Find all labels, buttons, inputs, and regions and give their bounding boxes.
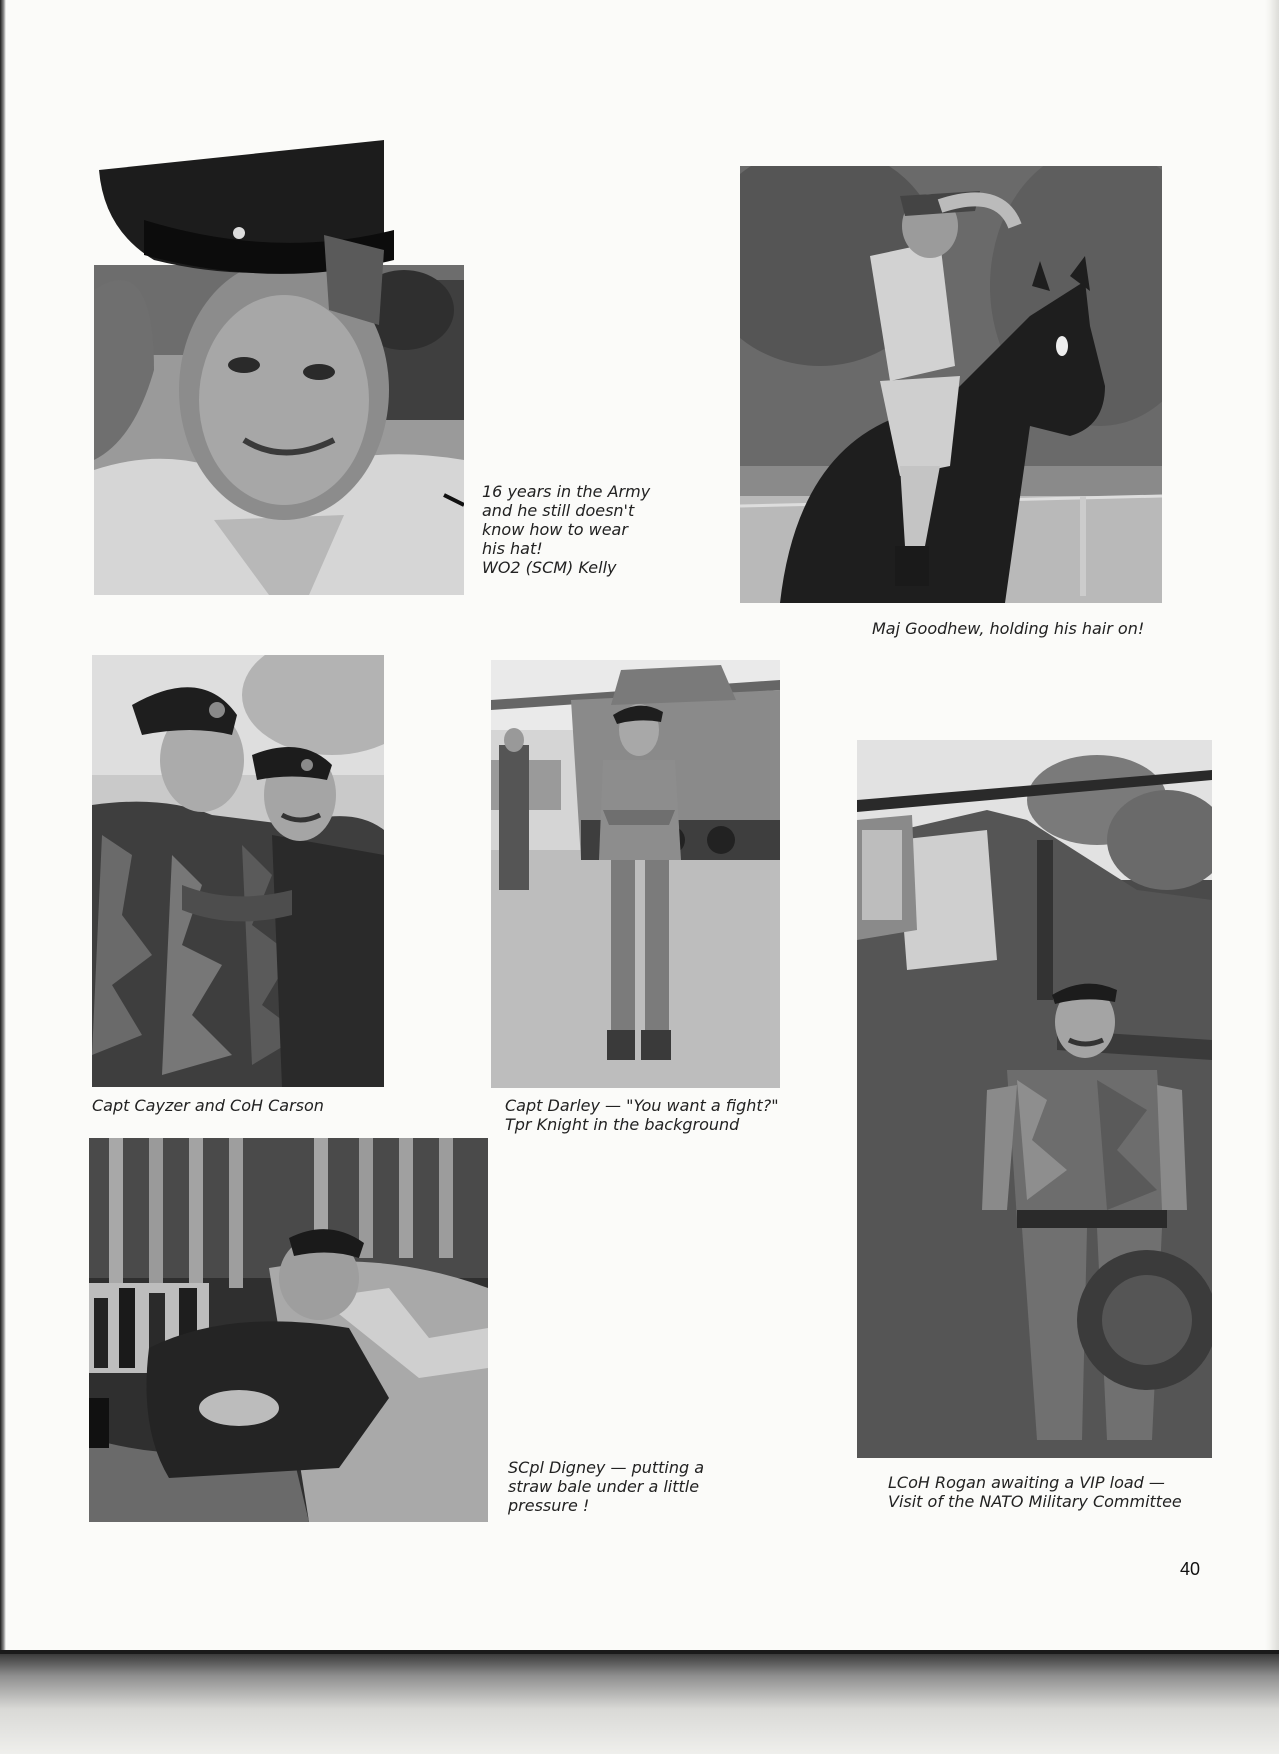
caption-line: know how to wear	[482, 520, 628, 539]
caption-line: WO2 (SCM) Kelly	[482, 558, 617, 577]
scan-bottom-shadow	[0, 1654, 1279, 1754]
caption-line: Maj Goodhew, holding his hair on!	[872, 619, 1145, 638]
caption-line: and he still doesn't	[482, 501, 635, 520]
caption-rogan	[888, 1473, 1182, 1511]
caption-line: LCoH Rogan awaiting a VIP load —	[888, 1473, 1165, 1492]
caption-kelly	[482, 482, 650, 577]
caption-line: straw bale under a little	[508, 1477, 700, 1496]
photo-digney-straw-bale	[89, 1138, 488, 1522]
caption-line: Capt Cayzer and CoH Carson	[92, 1096, 324, 1115]
photo-rogan-vehicle	[857, 740, 1212, 1458]
caption-line: SCpl Digney — putting a	[508, 1458, 705, 1477]
binding-edge-shadow	[0, 0, 6, 1754]
page-number: 40	[1180, 1559, 1201, 1579]
caption-line: 16 years in the Army	[482, 482, 651, 501]
photo-goodhew-horse	[740, 166, 1162, 603]
photo-kelly-portrait	[94, 140, 464, 595]
caption-line: pressure !	[508, 1496, 590, 1515]
photo-cayzer-carson	[92, 655, 384, 1087]
caption-line: Visit of the NATO Military Committee	[888, 1492, 1182, 1511]
page-edge-shadow	[1265, 0, 1279, 1754]
caption-cayzer	[92, 1096, 324, 1115]
caption-line: Tpr Knight in the background	[505, 1115, 740, 1134]
caption-goodhew	[872, 619, 1144, 638]
caption-darley	[505, 1096, 779, 1134]
caption-line: his hat!	[482, 539, 543, 558]
photo-darley-tank	[491, 660, 780, 1088]
caption-line: Capt Darley — "You want a fight?"	[505, 1096, 779, 1115]
caption-digney	[508, 1458, 704, 1515]
